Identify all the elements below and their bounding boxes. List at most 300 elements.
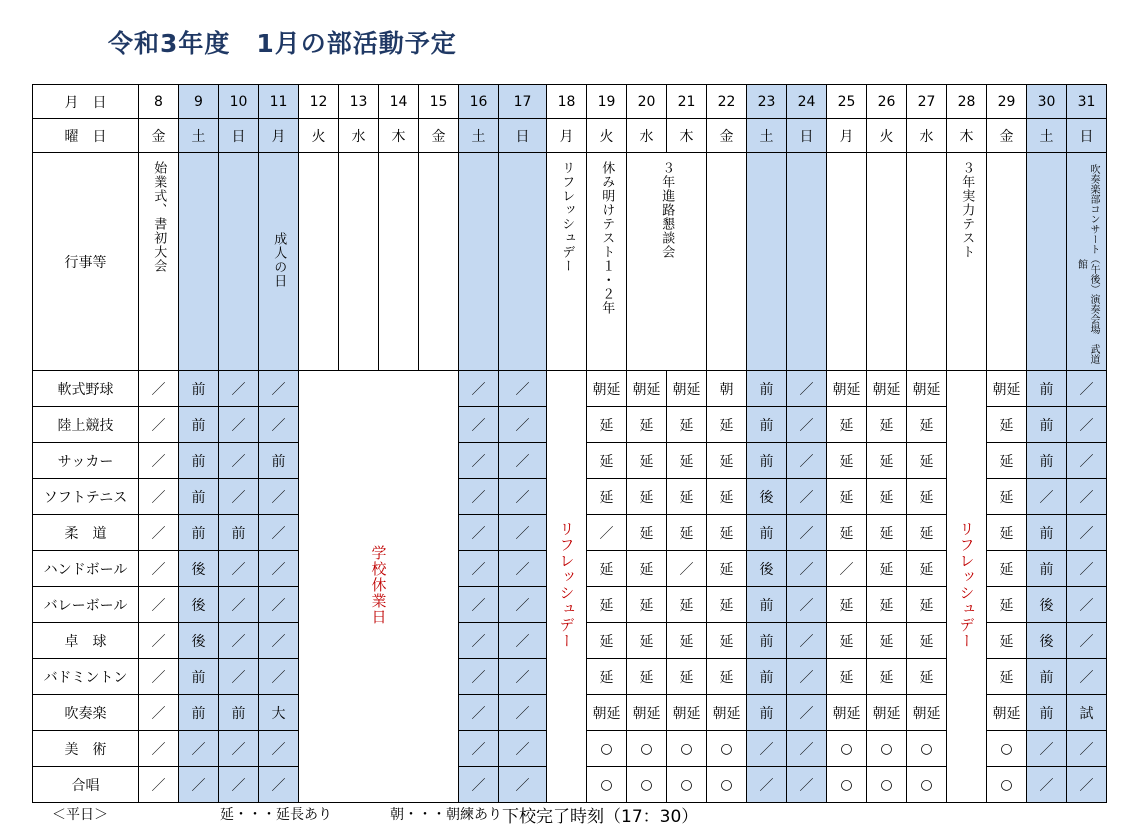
club-mark: ／ <box>499 407 547 443</box>
legend-morning: 朝・・・朝練あり <box>390 807 502 823</box>
club-mark: 後 <box>179 587 219 623</box>
club-mark: ／ <box>219 623 259 659</box>
club-mark: ／ <box>787 695 827 731</box>
club-mark: 延 <box>987 515 1027 551</box>
weekday-cell: 火 <box>299 119 339 153</box>
club-mark: ○ <box>827 767 867 803</box>
weekday-cell: 水 <box>627 119 667 153</box>
club-mark: ／ <box>219 443 259 479</box>
club-mark: 延 <box>867 587 907 623</box>
club-mark: ／ <box>787 659 827 695</box>
date-cell: 8 <box>139 85 179 119</box>
date-cell: 19 <box>587 85 627 119</box>
date-cell: 17 <box>499 85 547 119</box>
club-mark: ／ <box>459 371 499 407</box>
club-mark: ○ <box>987 731 1027 767</box>
club-mark: ／ <box>259 623 299 659</box>
event-text: ３年実力テスト <box>959 161 975 259</box>
club-mark: 延 <box>587 623 627 659</box>
club-mark: 延 <box>907 659 947 695</box>
club-mark: 前 <box>179 371 219 407</box>
club-mark: 延 <box>627 443 667 479</box>
event-cell <box>299 153 339 371</box>
club-mark: ／ <box>259 767 299 803</box>
club-mark: ／ <box>139 623 179 659</box>
date-cell: 10 <box>219 85 259 119</box>
club-mark: ／ <box>499 371 547 407</box>
club-mark: ／ <box>139 479 179 515</box>
club-mark: ／ <box>259 659 299 695</box>
club-mark: 朝延 <box>667 695 707 731</box>
club-mark: 延 <box>867 407 907 443</box>
club-mark: ／ <box>1067 407 1107 443</box>
club-mark: ／ <box>1067 515 1107 551</box>
weekday-cell: 土 <box>179 119 219 153</box>
club-mark: ／ <box>459 407 499 443</box>
club-mark: ○ <box>587 731 627 767</box>
club-mark: ／ <box>219 371 259 407</box>
refresh-day-span <box>947 371 987 803</box>
club-mark: ／ <box>499 515 547 551</box>
club-name: 陸上競技 <box>33 407 139 443</box>
club-mark: ／ <box>459 659 499 695</box>
club-mark: 延 <box>707 443 747 479</box>
club-mark: 前 <box>1027 371 1067 407</box>
event-cell <box>179 153 219 371</box>
event-cell <box>459 153 499 371</box>
club-mark: ／ <box>259 587 299 623</box>
club-mark: 延 <box>627 551 667 587</box>
club-mark: ／ <box>459 695 499 731</box>
club-mark: 朝延 <box>907 371 947 407</box>
date-cell: 26 <box>867 85 907 119</box>
club-mark: 朝延 <box>707 695 747 731</box>
club-mark: 延 <box>707 551 747 587</box>
date-cell: 27 <box>907 85 947 119</box>
refresh-day-text: リフレッシュデー <box>957 520 976 649</box>
club-mark: 朝 <box>707 371 747 407</box>
club-mark: 延 <box>827 479 867 515</box>
weekday-cell: 月 <box>827 119 867 153</box>
club-mark: ○ <box>987 767 1027 803</box>
club-mark: 朝延 <box>627 371 667 407</box>
club-mark: 前 <box>179 443 219 479</box>
club-mark: 延 <box>667 623 707 659</box>
club-mark: 延 <box>907 407 947 443</box>
date-cell: 28 <box>947 85 987 119</box>
club-name: サッカー <box>33 443 139 479</box>
club-mark: ／ <box>459 479 499 515</box>
club-mark: ○ <box>827 731 867 767</box>
club-mark: ／ <box>1027 479 1067 515</box>
club-mark: 前 <box>747 659 787 695</box>
club-mark: 朝延 <box>987 695 1027 731</box>
club-mark: ／ <box>787 515 827 551</box>
club-mark: ○ <box>707 731 747 767</box>
club-mark: 朝延 <box>587 371 627 407</box>
date-cell: 25 <box>827 85 867 119</box>
event-cell <box>547 153 587 371</box>
date-cell: 9 <box>179 85 219 119</box>
club-name: 軟式野球 <box>33 371 139 407</box>
club-mark: 延 <box>867 479 907 515</box>
weekday-cell: 月 <box>547 119 587 153</box>
weekday-cell: 木 <box>379 119 419 153</box>
club-mark: 朝延 <box>867 371 907 407</box>
club-mark: 延 <box>827 659 867 695</box>
weekday-cell: 水 <box>339 119 379 153</box>
club-mark: 延 <box>667 407 707 443</box>
date-cell: 31 <box>1067 85 1107 119</box>
weekday-cell: 土 <box>747 119 787 153</box>
club-mark: ○ <box>587 767 627 803</box>
weekday-cell: 日 <box>1067 119 1107 153</box>
club-mark: ／ <box>499 623 547 659</box>
club-mark: 前 <box>1027 659 1067 695</box>
weekday-cell: 月 <box>259 119 299 153</box>
club-mark: ／ <box>139 731 179 767</box>
club-mark: 延 <box>627 479 667 515</box>
club-mark: ／ <box>1027 767 1067 803</box>
club-name: バレーボール <box>33 587 139 623</box>
club-mark: ／ <box>499 443 547 479</box>
schedule-table <box>32 84 1107 803</box>
club-name: 吹奏楽 <box>33 695 139 731</box>
club-mark: ／ <box>219 479 259 515</box>
club-mark: 延 <box>867 443 907 479</box>
club-mark: ／ <box>1067 443 1107 479</box>
event-cell <box>587 153 627 371</box>
date-header: 月 日 <box>33 85 139 119</box>
date-cell: 20 <box>627 85 667 119</box>
club-mark: 延 <box>587 407 627 443</box>
date-cell: 16 <box>459 85 499 119</box>
club-mark: ／ <box>139 371 179 407</box>
club-mark: ／ <box>139 407 179 443</box>
weekday-cell: 日 <box>787 119 827 153</box>
club-mark: ／ <box>499 659 547 695</box>
event-cell <box>339 153 379 371</box>
club-mark: 延 <box>827 515 867 551</box>
event-text: 成人の日 <box>271 231 287 288</box>
date-cell: 30 <box>1027 85 1067 119</box>
event-cell <box>379 153 419 371</box>
event-text: ３年進路懇談会 <box>659 161 675 259</box>
date-cell: 29 <box>987 85 1027 119</box>
event-cell <box>747 153 787 371</box>
club-mark: 朝延 <box>827 695 867 731</box>
event-cell <box>499 153 547 371</box>
club-mark: 前 <box>1027 551 1067 587</box>
event-row <box>33 153 1107 371</box>
club-mark: ○ <box>707 767 747 803</box>
club-name: 卓 球 <box>33 623 139 659</box>
club-mark: 延 <box>587 479 627 515</box>
event-cell <box>259 153 299 371</box>
club-name: 柔 道 <box>33 515 139 551</box>
club-mark: 延 <box>707 407 747 443</box>
club-mark: ／ <box>179 731 219 767</box>
club-mark: 朝延 <box>667 371 707 407</box>
club-mark: 前 <box>747 695 787 731</box>
club-mark: 延 <box>587 551 627 587</box>
club-mark: 前 <box>747 587 787 623</box>
school-holiday-text: 学校休業日 <box>369 544 388 625</box>
club-mark: 延 <box>627 623 667 659</box>
event-text: 始業式、書初大会 <box>151 161 167 273</box>
weekday-row <box>33 119 1107 153</box>
event-cell <box>827 153 867 371</box>
club-mark: 延 <box>667 443 707 479</box>
club-mark: ／ <box>1067 371 1107 407</box>
club-mark: 朝延 <box>907 695 947 731</box>
club-mark: 前 <box>219 515 259 551</box>
event-cell <box>987 153 1027 371</box>
club-mark: 延 <box>907 623 947 659</box>
club-mark: 延 <box>987 479 1027 515</box>
school-holiday-span <box>299 371 459 803</box>
club-mark: 前 <box>179 407 219 443</box>
weekday-cell: 日 <box>499 119 547 153</box>
date-cell: 14 <box>379 85 419 119</box>
club-mark: 延 <box>987 551 1027 587</box>
club-mark: 延 <box>987 443 1027 479</box>
club-mark: ／ <box>787 443 827 479</box>
club-row <box>33 371 1107 407</box>
event-cell <box>219 153 259 371</box>
club-mark: ／ <box>499 587 547 623</box>
club-mark: 前 <box>747 407 787 443</box>
club-mark: 延 <box>627 659 667 695</box>
club-mark: 延 <box>627 407 667 443</box>
club-mark: ／ <box>1067 587 1107 623</box>
event-cell <box>707 153 747 371</box>
club-mark: 前 <box>1027 407 1067 443</box>
club-mark: ／ <box>259 551 299 587</box>
club-mark: 後 <box>179 551 219 587</box>
club-mark: 延 <box>627 587 667 623</box>
weekday-note: ＜平日＞ <box>52 807 108 823</box>
club-mark: ○ <box>627 731 667 767</box>
club-mark: ／ <box>587 515 627 551</box>
club-mark: ／ <box>459 443 499 479</box>
club-mark: 前 <box>219 695 259 731</box>
club-mark: ／ <box>259 731 299 767</box>
event-cell <box>139 153 179 371</box>
club-mark: 後 <box>747 551 787 587</box>
weekday-cell: 金 <box>139 119 179 153</box>
club-mark: 延 <box>907 587 947 623</box>
club-mark: ／ <box>459 767 499 803</box>
club-name: バドミントン <box>33 659 139 695</box>
date-row <box>33 85 1107 119</box>
club-name: 合唱 <box>33 767 139 803</box>
club-mark: 朝延 <box>867 695 907 731</box>
club-mark: 前 <box>747 443 787 479</box>
event-cell <box>1067 153 1107 371</box>
club-mark: ／ <box>259 371 299 407</box>
club-mark: ／ <box>259 479 299 515</box>
club-mark: ／ <box>1067 731 1107 767</box>
club-mark: ／ <box>787 371 827 407</box>
club-mark: 前 <box>179 659 219 695</box>
club-mark: ／ <box>499 551 547 587</box>
club-mark: ／ <box>459 731 499 767</box>
club-mark: 延 <box>827 443 867 479</box>
refresh-day-text: リフレッシュデー <box>557 520 576 649</box>
event-cell <box>419 153 459 371</box>
club-mark: 延 <box>667 659 707 695</box>
club-mark: 延 <box>987 623 1027 659</box>
club-mark: ○ <box>667 767 707 803</box>
club-mark: 延 <box>987 407 1027 443</box>
date-cell: 15 <box>419 85 459 119</box>
weekday-cell: 木 <box>667 119 707 153</box>
club-mark: 延 <box>667 587 707 623</box>
club-mark: ／ <box>219 767 259 803</box>
club-mark: ／ <box>139 551 179 587</box>
club-mark: ／ <box>179 767 219 803</box>
club-mark: ／ <box>259 407 299 443</box>
club-mark: ○ <box>667 731 707 767</box>
club-mark: ／ <box>259 515 299 551</box>
club-mark: 延 <box>907 515 947 551</box>
club-mark: 延 <box>987 659 1027 695</box>
club-mark: ○ <box>627 767 667 803</box>
club-mark: ／ <box>499 731 547 767</box>
club-mark: 後 <box>1027 587 1067 623</box>
club-mark: ／ <box>1067 623 1107 659</box>
club-mark: 延 <box>907 551 947 587</box>
club-mark: ／ <box>219 587 259 623</box>
club-mark: ／ <box>1027 731 1067 767</box>
refresh-day-span <box>547 371 587 803</box>
club-mark: 前 <box>1027 515 1067 551</box>
club-mark: ／ <box>459 515 499 551</box>
club-mark: ／ <box>219 659 259 695</box>
event-cell <box>787 153 827 371</box>
club-mark: 延 <box>827 623 867 659</box>
club-mark: 延 <box>587 659 627 695</box>
club-mark: ／ <box>667 551 707 587</box>
footer-legend <box>32 804 1112 828</box>
club-mark: 延 <box>667 479 707 515</box>
event-cell <box>627 153 707 371</box>
club-mark: 大 <box>259 695 299 731</box>
club-mark: 延 <box>907 443 947 479</box>
club-mark: 延 <box>587 587 627 623</box>
club-mark: ／ <box>219 407 259 443</box>
club-mark: 後 <box>179 623 219 659</box>
dismissal-time: 下校完了時刻（17：30） <box>502 807 699 827</box>
club-mark: ／ <box>139 767 179 803</box>
club-mark: 前 <box>1027 695 1067 731</box>
club-mark: 延 <box>827 407 867 443</box>
club-mark: 延 <box>707 659 747 695</box>
club-mark: ／ <box>139 695 179 731</box>
club-mark: ／ <box>787 731 827 767</box>
event-cell <box>1027 153 1067 371</box>
club-mark: ／ <box>219 551 259 587</box>
weekday-cell: 金 <box>707 119 747 153</box>
club-mark: 延 <box>987 587 1027 623</box>
club-mark: ／ <box>139 587 179 623</box>
club-mark: ／ <box>139 443 179 479</box>
weekday-header: 曜 日 <box>33 119 139 153</box>
club-mark: 延 <box>867 551 907 587</box>
club-mark: 延 <box>707 623 747 659</box>
club-mark: 延 <box>867 659 907 695</box>
club-mark: ／ <box>1067 767 1107 803</box>
club-mark: 延 <box>707 479 747 515</box>
club-mark: 延 <box>867 623 907 659</box>
club-mark: ○ <box>907 767 947 803</box>
event-text: リフレッシュデー <box>559 161 575 273</box>
club-mark: ／ <box>747 767 787 803</box>
club-mark: 朝延 <box>987 371 1027 407</box>
weekday-cell: 木 <box>947 119 987 153</box>
club-mark: ／ <box>1067 659 1107 695</box>
club-mark: 前 <box>747 371 787 407</box>
event-header: 行事等 <box>33 153 139 371</box>
weekday-cell: 火 <box>587 119 627 153</box>
club-mark: 前 <box>179 695 219 731</box>
club-mark: ／ <box>1067 479 1107 515</box>
weekday-cell: 土 <box>1027 119 1067 153</box>
club-mark: ／ <box>459 623 499 659</box>
club-mark: 延 <box>707 515 747 551</box>
club-name: ハンドボール <box>33 551 139 587</box>
club-mark: ／ <box>139 515 179 551</box>
club-mark: 朝延 <box>627 695 667 731</box>
club-mark: ／ <box>139 659 179 695</box>
club-mark: 延 <box>587 443 627 479</box>
club-mark: ／ <box>499 695 547 731</box>
club-mark: ／ <box>747 731 787 767</box>
club-mark: 後 <box>1027 623 1067 659</box>
club-mark: 前 <box>179 479 219 515</box>
club-mark: ／ <box>787 479 827 515</box>
club-mark: 試 <box>1067 695 1107 731</box>
club-mark: ／ <box>219 731 259 767</box>
date-cell: 24 <box>787 85 827 119</box>
date-cell: 22 <box>707 85 747 119</box>
event-text: 休み明けテスト１・２年 <box>599 161 615 315</box>
club-mark: ／ <box>459 551 499 587</box>
club-mark: ／ <box>787 767 827 803</box>
club-mark: 前 <box>747 515 787 551</box>
club-mark: ／ <box>787 551 827 587</box>
club-mark: 延 <box>667 515 707 551</box>
page-title: 令和3年度 1月の部活動予定 <box>108 29 457 58</box>
club-mark: ○ <box>867 731 907 767</box>
club-mark: ／ <box>827 551 867 587</box>
club-mark: 朝延 <box>587 695 627 731</box>
weekday-cell: 金 <box>987 119 1027 153</box>
weekday-cell: 日 <box>219 119 259 153</box>
event-text: 吹奏楽部コンサート（午後）演奏会場 武道館 <box>1075 163 1099 364</box>
club-name: 美 術 <box>33 731 139 767</box>
club-mark: 朝延 <box>827 371 867 407</box>
club-mark: 前 <box>1027 443 1067 479</box>
club-mark: ／ <box>499 767 547 803</box>
club-mark: ／ <box>787 407 827 443</box>
event-cell <box>947 153 987 371</box>
club-mark: 延 <box>907 479 947 515</box>
event-cell <box>867 153 907 371</box>
club-mark: ／ <box>499 479 547 515</box>
club-mark: ／ <box>1067 551 1107 587</box>
